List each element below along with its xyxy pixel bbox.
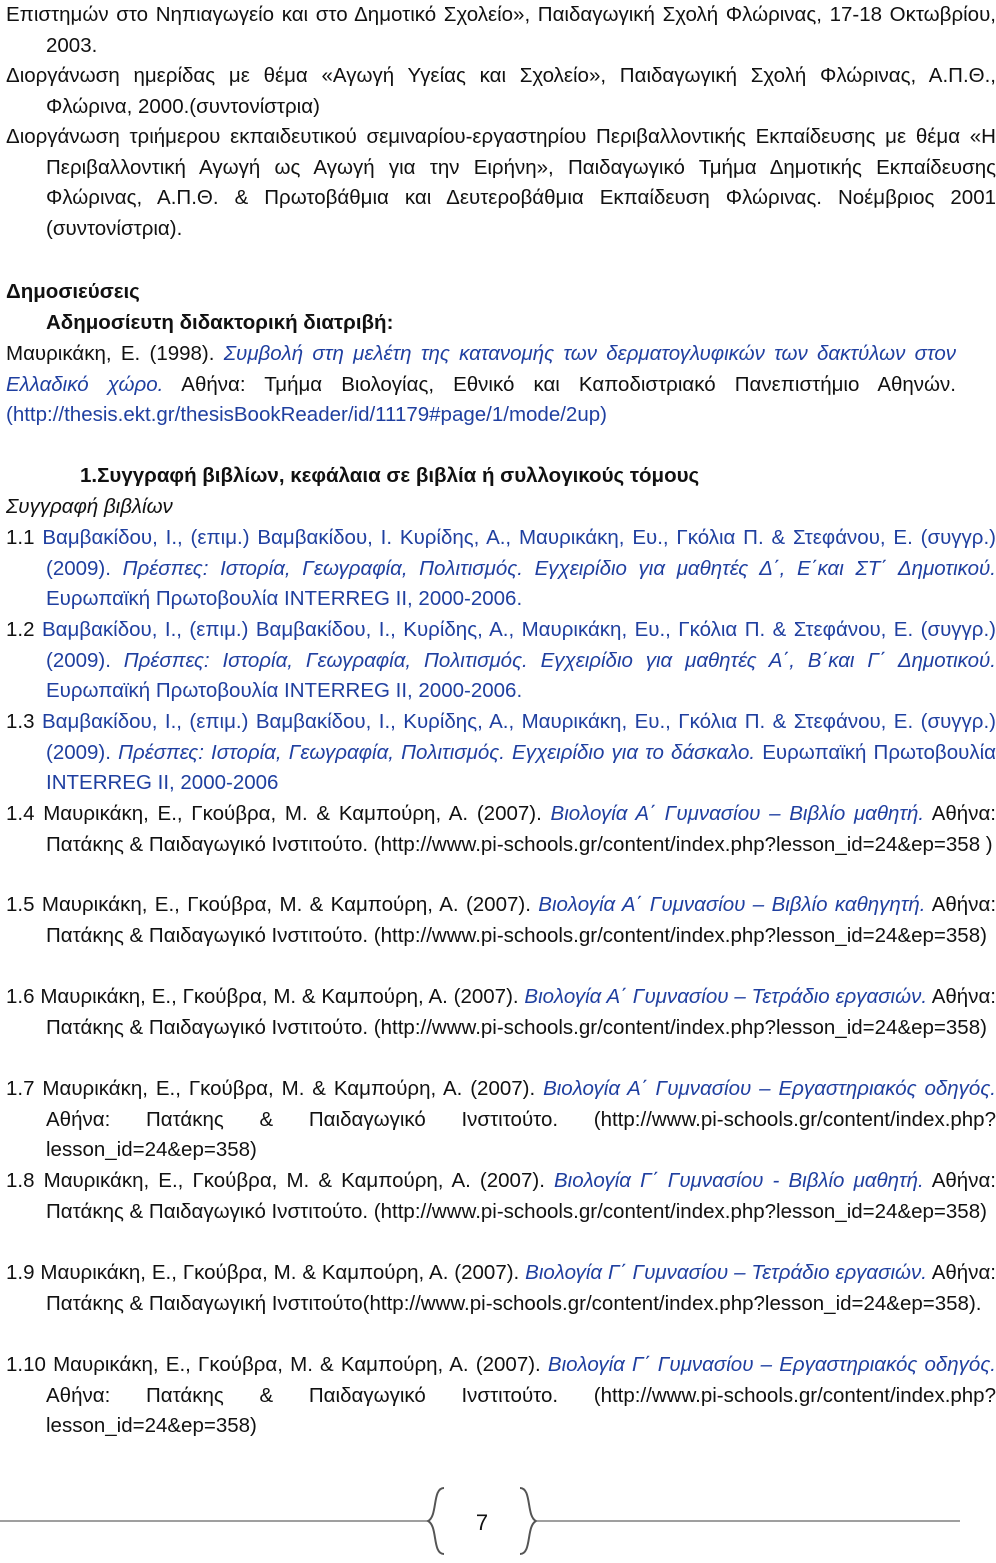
page-footer xyxy=(0,1486,960,1556)
page-number: 7 xyxy=(475,1510,489,1535)
list-item: 1.9 Μαυρικάκη, Ε., Γκούβρα, Μ. & Καμπούρη, Α. (2007). Βιολογία Γ΄ Γυμνασίου – Τετράδιο εργασιών. Αθήνα: Πατάκης & Παιδαγωγική Ινστιτούτο(http://www.pi-schools.gr/content/index.php?lesson_id=24&ep=358). xyxy=(6,1261,996,1315)
paragraph-environmental-seminar: Διοργάνωση τριήμερου εκπαιδευτικού σεμιναρίου-εργαστηρίου Περιβαλλοντικής Εκπαίδευσης με θέμα «Η Περιβαλλοντική Αγωγή ως Αγωγή για την Ειρήνη», Παιδαγωγικό Τμήμα Δημοτικής Εκπαίδευσης Φλώρινας, Α.Π.Θ. & Πρωτοβάθμια και Δευτεροβάθμια Εκπαίδευση Φλώρινας. Νοέμβριος 2001 (συντονίστρια). xyxy=(6,125,996,240)
list-item: 1.5 Μαυρικάκη, Ε., Γκούβρα, Μ. & Καμπούρη, Α. (2007). Βιολογία Α΄ Γυμνασίου – Βιβλίο καθηγητή. Αθήνα: Πατάκης & Παιδαγωγικό Ινστιτούτο. (http://www.pi-schools.gr/content/index.php?lesson_id=24&ep=358) xyxy=(6,893,996,947)
thesis-author: Μαυρικάκη, Ε. (1998). xyxy=(6,342,224,365)
thesis-heading: Αδημοσίευτη διδακτορική διατριβή: xyxy=(46,311,394,334)
publications-heading: Δημοσιεύσεις xyxy=(6,280,140,303)
thesis-link[interactable]: (http://thesis.ekt.gr/thesisBookReader/id/11179#page/1/mode/2up) xyxy=(6,403,607,427)
list-item: 1.6 Μαυρικάκη, Ε., Γκούβρα, Μ. & Καμπούρη, Α. (2007). Βιολογία Α΄ Γυμνασίου – Τετράδιο εργασιών. Αθήνα: Πατάκης & Παιδαγωγικό Ινστιτούτο. (http://www.pi-schools.gr/content/index.php?lesson_id=24&ep=358) xyxy=(6,985,996,1039)
list-item: 1.1 Βαμβακίδου, Ι., (επιμ.) Βαμβακίδου, Ι. Κυρίδης, Α., Μαυρικάκη, Ευ., Γκόλια Π. & Στεφάνου, Ε. (συγγρ.) (2009). Πρέσπες: Ιστορία, Γεωγραφία, Πολιτισμός. Εγχειρίδιο για μαθητές Δ΄, Ε΄και ΣΤ΄ Δημοτικού. Ευρωπαϊκή Πρωτοβουλία INTERREG II, 2000-2006. xyxy=(6,526,996,611)
section-1-heading: 1.Συγγραφή βιβλίων, κεφάλαια σε βιβλία ή συλλογικούς τόμους xyxy=(80,464,700,487)
thesis-publisher: Αθήνα: Τμήμα Βιολογίας, Εθνικό και Καποδιστριακό Πανεπιστήμιο Αθηνών. xyxy=(163,372,956,396)
list-item: 1.8 Μαυρικάκη, Ε., Γκούβρα, Μ. & Καμπούρη, Α. (2007). Βιολογία Γ΄ Γυμνασίου - Βιβλίο μαθητή. Αθήνα: Πατάκης & Παιδαγωγικό Ινστιτούτο. (http://www.pi-schools.gr/content/index.php?lesson_id=24&ep=358) xyxy=(6,1169,996,1223)
list-item: 1.3 Βαμβακίδου, Ι., (επιμ.) Βαμβακίδου, Ι., Κυρίδης, Α., Μαυρικάκη, Ευ., Γκόλια Π. & Στεφάνου, Ε. (συγγρ.) (2009). Πρέσπες: Ιστορία, Γεωγραφία, Πολιτισμός. Εγχειρίδιο για το δάσκαλο. Ευρωπαϊκή Πρωτοβουλία INTERREG II, 2000-2006 xyxy=(6,710,996,795)
list-item: 1.10 Μαυρικάκη, Ε., Γκούβρα, Μ. & Καμπούρη, Α. (2007). Βιολογία Γ΄ Γυμνασίου – Εργαστηριακός οδηγός. Αθήνα: Πατάκης & Παιδαγωγικό Ινστιτούτο. (http://www.pi-schools.gr/content/index.php?lesson_id=24&ep=358) xyxy=(6,1353,996,1438)
list-item: 1.4 Μαυρικάκη, Ε., Γκούβρα, Μ. & Καμπούρη, Α. (2007). Βιολογία Α΄ Γυμνασίου – Βιβλίο μαθητή. Αθήνα: Πατάκης & Παιδαγωγικό Ινστιτούτο. (http://www.pi-schools.gr/content/index.php?lesson_id=24&ep=358 ) xyxy=(6,802,996,856)
thesis-entry xyxy=(6,339,956,431)
paragraph-health-day: Διοργάνωση ημερίδας με θέμα «Αγωγή Υγείας και Σχολείο», Παιδαγωγική Σχολή Φλώρινας, Α.Π.Θ., Φλώρινα, 2000.(συντονίστρια) xyxy=(6,64,996,118)
paragraph-seminar-continuation: Επιστημών στο Νηπιαγωγείο και στο Δημοτικό Σχολείο», Παιδαγωγική Σχολή Φλώρινας, 17-18 Οκτωβρίου, 2003. xyxy=(6,3,996,57)
list-item: 1.7 Μαυρικάκη, Ε., Γκούβρα, Μ. & Καμπούρη, Α. (2007). Βιολογία Α΄ Γυμνασίου – Εργαστηριακός οδηγός. Αθήνα: Πατάκης & Παιδαγωγικό Ινστιτούτο. (http://www.pi-schools.gr/content/index.php?lesson_id=24&ep=358) xyxy=(6,1077,996,1162)
thesis-title: Συμβολή στη μελέτη της κατανομής των δερματογλυφικών των δακτύλων στον Ελλαδικό χώρο. xyxy=(6,342,957,396)
books-heading: Συγγραφή βιβλίων xyxy=(6,495,173,518)
list-item: 1.2 Βαμβακίδου, Ι., (επιμ.) Βαμβακίδου, Ι., Κυρίδης, Α., Μαυρικάκη, Ευ., Γκόλια Π. & Στεφάνου, Ε. (συγγρ.) (2009). Πρέσπες: Ιστορία, Γεωγραφία, Πολιτισμός. Εγχειρίδιο για μαθητές Α΄, Β΄και Γ΄ Δημοτικού. Ευρωπαϊκή Πρωτοβουλία INTERREG II, 2000-2006. xyxy=(6,618,996,703)
